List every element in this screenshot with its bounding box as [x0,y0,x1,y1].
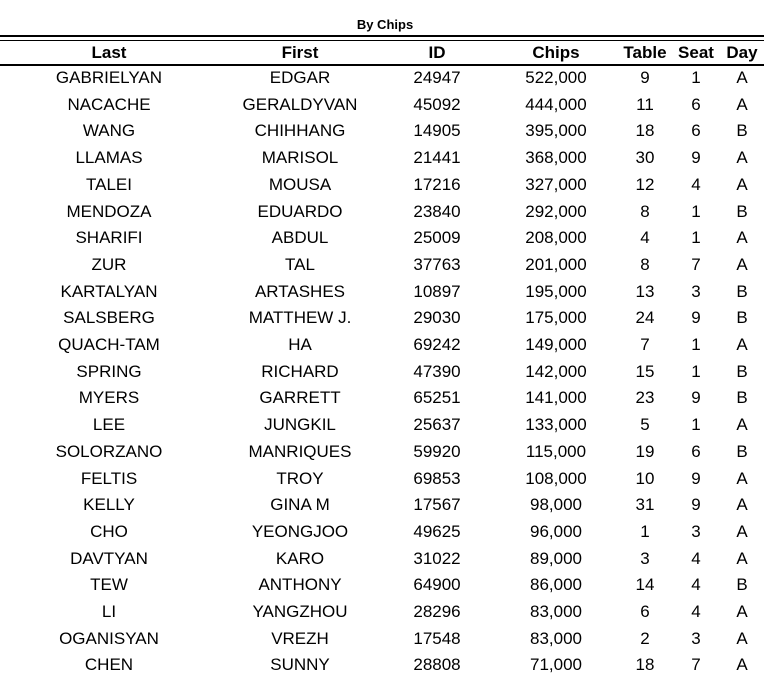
cell-seat: 9 [691,308,701,328]
cell-day: B [736,575,748,595]
cell-day: A [736,548,748,568]
column-header-last: Last [91,43,127,62]
cell-day: A [736,335,748,355]
cell-first: GERALDYVAN [242,94,358,114]
cell-id: 69853 [413,468,461,488]
cell-last: ZUR [91,254,127,274]
cell-last: TALEI [86,174,132,194]
cell-seat: 9 [691,495,701,515]
cell-last: OGANISYAN [59,628,159,648]
table-row [0,65,762,92]
cell-chips: 98,000 [530,495,582,515]
cell-day: A [736,602,748,622]
cell-last: SHARIFI [75,228,143,248]
cell-seat: 1 [691,228,701,248]
cell-day: B [736,441,748,461]
cell-table: 15 [635,361,655,381]
cell-id: 59920 [413,441,461,461]
cell-day: A [736,228,748,248]
cell-seat: 4 [691,548,701,568]
column-header-id: ID [428,43,446,62]
cell-table: 18 [635,655,655,675]
cell-day: B [736,388,748,408]
cell-table: 1 [640,521,650,541]
cell-seat: 7 [691,655,701,675]
cell-id: 24947 [413,68,461,87]
cell-seat: 3 [691,521,701,541]
table-row [0,359,762,386]
cell-chips: 395,000 [525,121,587,141]
cell-table: 13 [635,281,655,301]
cell-last: SALSBERG [63,308,155,328]
cell-id: 37763 [413,254,461,274]
cell-last: KARTALYAN [60,281,158,301]
cell-seat: 4 [691,575,701,595]
cell-day: A [736,94,748,114]
cell-first: GARRETT [259,388,341,408]
column-header-table: Table [623,43,667,62]
cell-first: MATTHEW J. [248,308,352,328]
cell-seat: 9 [691,388,701,408]
cell-id: 45092 [413,94,461,114]
cell-table: 9 [640,68,650,87]
cell-day: B [736,308,748,328]
table-row [0,599,762,626]
cell-seat: 3 [691,628,701,648]
cell-day: A [736,655,748,675]
cell-id: 21441 [413,148,461,168]
cell-first: KARO [275,548,325,568]
cell-chips: 444,000 [525,94,587,114]
chip-count-table [0,41,762,679]
column-header-day: Day [726,43,758,62]
cell-chips: 141,000 [525,388,587,408]
column-header-seat: Seat [678,43,714,62]
cell-chips: 327,000 [525,174,587,194]
column-header-first: First [281,43,319,62]
column-header-chips: Chips [532,43,580,62]
table-row [0,412,762,439]
cell-id: 31022 [413,548,461,568]
cell-chips: 89,000 [530,548,582,568]
cell-chips: 292,000 [525,201,587,221]
cell-last: SOLORZANO [55,441,163,461]
cell-table: 2 [640,628,650,648]
cell-seat: 7 [691,254,701,274]
cell-id: 17567 [413,495,461,515]
cell-chips: 201,000 [525,254,587,274]
cell-day: B [736,121,748,141]
cell-seat: 6 [691,94,701,114]
cell-seat: 1 [691,68,701,87]
cell-last: LLAMAS [75,148,143,168]
cell-day: A [736,415,748,435]
table-row [0,626,762,653]
cell-first: JUNGKIL [264,415,336,435]
cell-seat: 6 [691,441,701,461]
cell-table: 14 [635,575,655,595]
cell-day: A [736,495,748,515]
cell-table: 11 [636,94,654,114]
cell-chips: 175,000 [525,308,587,328]
cell-chips: 108,000 [525,468,587,488]
cell-table: 8 [640,201,650,221]
cell-chips: 115,000 [525,441,587,461]
cell-id: 65251 [413,388,461,408]
cell-id: 64900 [413,575,461,595]
cell-first: VREZH [271,628,329,648]
cell-first: CHIHHANG [254,121,346,141]
cell-table: 19 [635,441,655,461]
cell-day: A [736,174,748,194]
table-row [0,546,762,573]
cell-id: 49625 [413,521,461,541]
table-row [0,172,762,199]
cell-seat: 4 [691,602,701,622]
cell-table: 12 [635,174,655,194]
cell-id: 47390 [413,361,461,381]
cell-last: LEE [92,415,126,435]
table-row [0,225,762,252]
cell-chips: 96,000 [530,521,582,541]
cell-last: WANG [82,121,136,141]
cell-id: 17216 [413,174,461,194]
cell-first: EDGAR [269,68,331,87]
cell-last: NACACHE [67,94,151,114]
cell-first: ANTHONY [258,575,342,595]
cell-seat: 1 [691,335,701,355]
table-row [0,519,762,546]
cell-table: 18 [635,121,655,141]
cell-id: 10897 [413,281,461,301]
cell-day: B [736,281,748,301]
cell-first: EDUARDO [257,201,343,221]
cell-table: 8 [640,254,650,274]
table-row [0,118,762,145]
cell-first: TROY [276,468,324,488]
table-row [0,572,762,599]
cell-table: 30 [635,148,655,168]
cell-first: YANGZHOU [252,602,348,622]
cell-last: DAVTYAN [70,548,148,568]
cell-last: MENDOZA [66,201,152,221]
cell-day: A [736,628,748,648]
cell-seat: 9 [691,468,701,488]
cell-table: 23 [635,388,655,408]
table-row [0,252,762,279]
cell-table: 7 [640,335,650,355]
cell-seat: 1 [691,361,701,381]
cell-last: KELLY [83,495,135,515]
table-row [0,279,762,306]
table-row [0,385,762,412]
cell-day: B [736,361,748,381]
cell-day: A [736,521,748,541]
cell-first: MOUSA [268,174,332,194]
cell-table: 4 [640,228,650,248]
cell-last: SPRING [76,361,142,381]
cell-last: CHO [90,521,128,541]
cell-table: 6 [640,602,650,622]
cell-day: A [736,468,748,488]
cell-last: QUACH-TAM [58,335,160,355]
table-row [0,439,762,466]
table-row [0,332,762,359]
cell-day: A [736,254,748,274]
cell-id: 69242 [413,335,461,355]
cell-chips: 149,000 [525,335,587,355]
cell-seat: 6 [691,121,701,141]
cell-table: 5 [640,415,650,435]
cell-chips: 83,000 [530,628,582,648]
table-row [0,305,762,332]
table-row [0,92,762,119]
cell-last: LI [101,602,117,622]
cell-id: 14905 [413,121,461,141]
table-row [0,652,762,679]
sheet-title: By Chips [356,17,414,32]
cell-seat: 1 [691,201,701,221]
cell-chips: 71,000 [530,655,582,675]
cell-day: A [736,148,748,168]
cell-chips: 83,000 [530,602,582,622]
cell-id: 23840 [413,201,461,221]
cell-first: HA [288,335,312,355]
cell-chips: 522,000 [525,68,587,87]
cell-id: 29030 [413,308,461,328]
cell-last: MYERS [78,388,140,408]
cell-chips: 133,000 [525,415,587,435]
cell-first: RICHARD [261,361,339,381]
cell-table: 24 [635,308,655,328]
cell-id: 25637 [413,415,461,435]
title-divider-thick [0,35,764,37]
table-body [0,65,762,679]
cell-chips: 368,000 [525,148,587,168]
cell-last: CHEN [84,655,134,675]
cell-seat: 4 [691,174,701,194]
cell-id: 28808 [413,655,461,675]
cell-first: ARTASHES [254,281,346,301]
cell-first: YEONGJOO [251,521,349,541]
cell-seat: 9 [691,148,701,168]
cell-table: 3 [640,548,650,568]
table-row [0,199,762,226]
cell-id: 17548 [413,628,461,648]
cell-chips: 195,000 [525,281,587,301]
cell-table: 10 [635,468,655,488]
cell-seat: 1 [691,415,701,435]
cell-id: 25009 [413,228,461,248]
cell-chips: 208,000 [525,228,587,248]
cell-chips: 142,000 [525,361,587,381]
cell-first: TAL [285,254,315,274]
cell-chips: 86,000 [530,575,582,595]
cell-seat: 3 [691,281,701,301]
cell-last: GABRIELYAN [55,68,163,87]
cell-first: GINA M [270,495,330,515]
table-row [0,145,762,172]
cell-day: A [736,68,748,87]
cell-last: TEW [90,575,128,595]
cell-table: 31 [635,495,655,515]
cell-id: 28296 [413,602,461,622]
cell-first: SUNNY [270,655,330,675]
cell-first: ABDUL [271,228,329,248]
table-row [0,466,762,493]
cell-first: MARISOL [261,148,339,168]
cell-day: B [736,201,748,221]
cell-first: MANRIQUES [248,441,352,461]
table-row [0,492,762,519]
header-row [0,41,762,65]
cell-last: FELTIS [80,468,138,488]
